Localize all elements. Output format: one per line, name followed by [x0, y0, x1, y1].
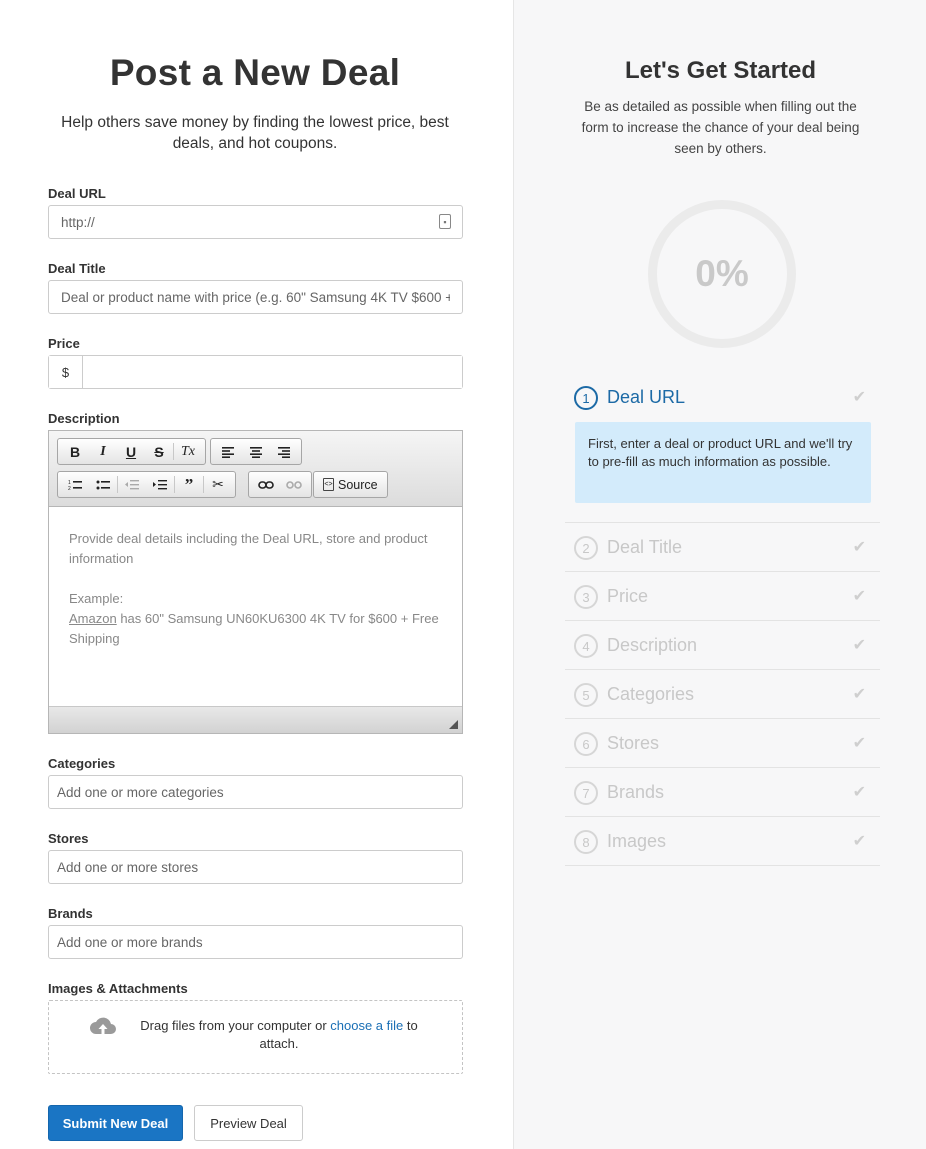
- checkmark-icon: ✔: [852, 637, 866, 654]
- step-label: Images: [607, 831, 667, 851]
- step-number: 5: [574, 683, 598, 707]
- cloud-upload-icon: [89, 1016, 117, 1043]
- step-label: Brands: [607, 782, 665, 802]
- step-number: 8: [574, 830, 598, 854]
- indent-icon[interactable]: [146, 473, 174, 496]
- svg-text:2: 2: [68, 485, 71, 491]
- step-images[interactable]: [565, 817, 880, 866]
- categories-input[interactable]: [48, 775, 463, 809]
- bulleted-list-icon[interactable]: [89, 473, 117, 496]
- step-brands[interactable]: [565, 768, 880, 817]
- sidebar-subtitle: Be as detailed as possible when filling out the form to increase the chance of your deal being seen by others.: [581, 99, 860, 156]
- sidebar-title: Let's Get Started: [624, 57, 817, 84]
- step-stores[interactable]: [565, 719, 880, 768]
- numbered-list-icon[interactable]: [61, 473, 89, 496]
- align-left-icon[interactable]: [214, 440, 242, 463]
- underline-button[interactable]: U: [125, 443, 137, 460]
- preview-deal-button[interactable]: Preview Deal: [194, 1105, 303, 1141]
- editor-placeholder-text: Provide deal details including the Deal URL, store and product information: [69, 531, 428, 566]
- resize-handle-icon[interactable]: [449, 720, 458, 729]
- dropzone-text: Drag files from your computer or choose a file to attach.: [140, 1018, 418, 1051]
- step-deal-title[interactable]: [565, 523, 880, 572]
- align-center-icon[interactable]: [242, 440, 270, 463]
- page-subtitle: Help others save money by finding the lowest price, best deals, and hot coupons.: [61, 114, 449, 152]
- step-label: Stores: [607, 733, 660, 753]
- italic-button[interactable]: I: [100, 443, 106, 459]
- editor-example-line: [69, 609, 442, 649]
- deal-title-input[interactable]: [48, 280, 463, 314]
- link-group: [248, 471, 312, 498]
- attachments-label: Images & Attachments: [48, 981, 188, 996]
- format-group: [57, 438, 206, 465]
- deal-url-input[interactable]: [48, 205, 463, 239]
- editor-content-area[interactable]: [49, 507, 462, 707]
- step-number: 3: [574, 585, 598, 609]
- step-price[interactable]: [565, 572, 880, 621]
- step-number: 6: [574, 732, 598, 756]
- progress-ring: [648, 200, 796, 348]
- progress-percent: 0%: [695, 253, 749, 294]
- categories-label: Categories: [48, 756, 116, 771]
- source-group: [313, 471, 388, 498]
- unlink-icon[interactable]: [280, 473, 308, 496]
- price-input-group: [48, 355, 463, 389]
- choose-file-link[interactable]: choose a file: [330, 1018, 404, 1033]
- strikethrough-button[interactable]: S: [154, 443, 164, 460]
- svg-text:1: 1: [68, 479, 71, 486]
- step-number: 2: [574, 536, 598, 560]
- step-number: 7: [574, 781, 598, 805]
- list-group: [57, 471, 236, 498]
- price-label: Price: [48, 336, 80, 351]
- example-text: has 60" Samsung UN60KU6300 4K TV for $600 + Free Shipping: [69, 611, 439, 646]
- step-label: Categories: [607, 684, 695, 704]
- page-title: Post a New Deal: [109, 52, 401, 93]
- stores-input[interactable]: [48, 850, 463, 884]
- step-label: Description: [607, 635, 698, 655]
- align-right-icon[interactable]: [270, 440, 298, 463]
- step-number: 4: [574, 634, 598, 658]
- source-button-label: Source: [338, 477, 378, 492]
- link-icon[interactable]: [252, 473, 280, 496]
- example-store-link: Amazon: [69, 611, 117, 626]
- file-dropzone[interactable]: [48, 1000, 463, 1074]
- checkmark-icon: ✔: [852, 784, 866, 801]
- source-code-icon: <>: [323, 478, 334, 491]
- stores-label: Stores: [48, 831, 89, 846]
- source-button[interactable]: [317, 473, 384, 496]
- scissors-icon[interactable]: ✂: [212, 476, 224, 492]
- step-label: Price: [607, 586, 649, 606]
- description-label: Description: [48, 411, 120, 426]
- price-input[interactable]: [83, 356, 462, 388]
- step-categories[interactable]: [565, 670, 880, 719]
- blockquote-icon[interactable]: ”: [184, 474, 194, 494]
- remove-format-button[interactable]: Tx: [181, 443, 195, 459]
- editor-toolbar: [49, 431, 462, 507]
- checkmark-icon: ✔: [852, 539, 866, 556]
- checkmark-icon: ✔: [852, 735, 866, 752]
- checkmark-icon: ✔: [852, 389, 866, 406]
- bold-button[interactable]: B: [69, 443, 81, 460]
- editor-example-label: Example:: [69, 591, 124, 606]
- step-label: Deal URL: [607, 387, 686, 407]
- progress-sidebar: [513, 0, 926, 1149]
- checkmark-icon: ✔: [852, 686, 866, 703]
- contact-card-icon[interactable]: ▪: [439, 214, 451, 229]
- brands-input[interactable]: [48, 925, 463, 959]
- outdent-icon[interactable]: [118, 473, 146, 496]
- brands-label: Brands: [48, 906, 93, 921]
- step-label: Deal Title: [607, 537, 683, 557]
- description-editor: [48, 430, 463, 734]
- submit-deal-button[interactable]: Submit New Deal: [48, 1105, 183, 1141]
- step-description[interactable]: [565, 621, 880, 670]
- step-deal-url[interactable]: [565, 373, 880, 523]
- currency-addon: $: [49, 356, 83, 388]
- deal-title-label: Deal Title: [48, 261, 106, 276]
- editor-statusbar: [49, 706, 462, 733]
- checkmark-icon: ✔: [852, 588, 866, 605]
- deal-url-label: Deal URL: [48, 186, 106, 201]
- step-number: 1: [574, 386, 598, 410]
- checkmark-icon: ✔: [852, 833, 866, 850]
- align-group: [210, 438, 302, 465]
- step-hint: First, enter a deal or product URL and we'll try to pre-fill as much information as possible.: [575, 422, 871, 503]
